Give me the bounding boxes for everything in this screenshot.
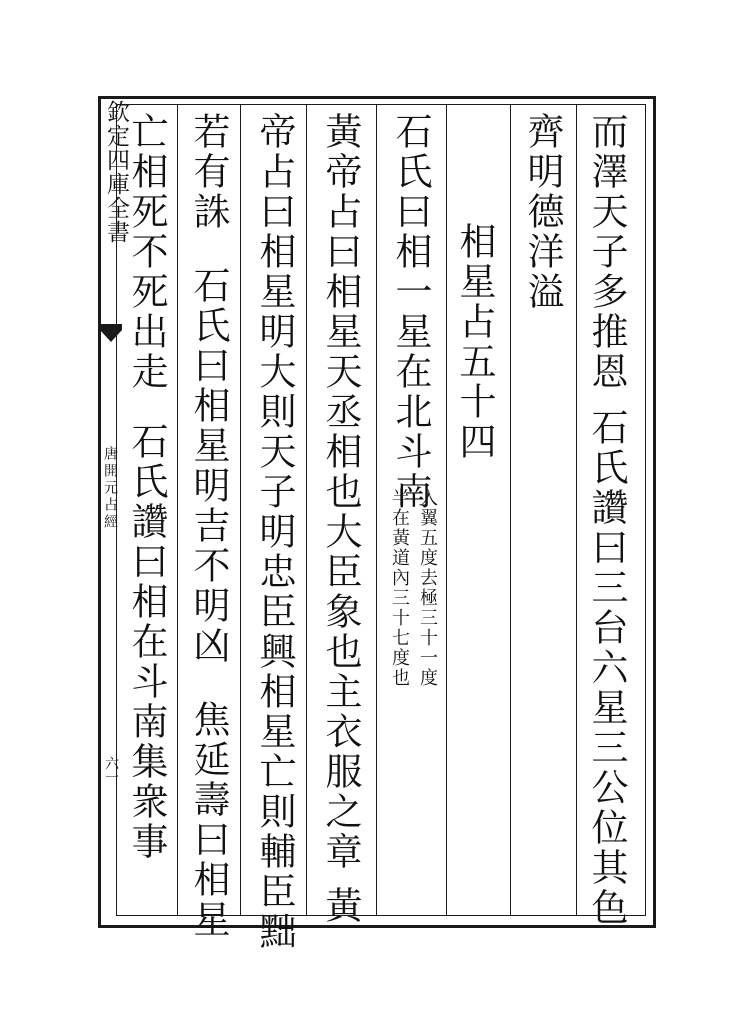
heading-text: 相星占五十四 xyxy=(453,222,496,462)
text-column-1 xyxy=(585,112,628,928)
fishtail-mark-icon xyxy=(98,322,124,346)
column-rule xyxy=(510,104,511,916)
column-text: 而澤天子多推恩 xyxy=(585,112,628,392)
column-rule xyxy=(240,104,241,916)
column-text-continued: 石氏讚曰相在斗南集衆事 xyxy=(125,422,168,862)
section-heading xyxy=(453,222,496,462)
column-rule xyxy=(576,104,577,916)
column-rule xyxy=(376,104,377,916)
column-text: 黃帝占曰相星天丞相也大臣象也主衣服之章 xyxy=(319,112,362,872)
page-number: 六一 xyxy=(103,756,119,784)
column-text-continued: 石氏讚曰三台六星三公位其色 xyxy=(585,408,628,928)
text-column-6 xyxy=(253,112,296,952)
text-column-2 xyxy=(521,112,564,312)
book-title: 唐開元占經 xyxy=(102,446,118,531)
text-column-5 xyxy=(319,112,362,926)
column-rule xyxy=(177,104,178,916)
annotation-text: 入翼五度去極三十一度 xyxy=(417,488,438,688)
annotation-right xyxy=(418,488,436,688)
column-text: 齊明德洋溢 xyxy=(521,112,564,312)
column-rule xyxy=(446,104,447,916)
column-text: 若有誅 xyxy=(187,112,230,232)
annotation-text: 半在黃道內三十七度也 xyxy=(389,488,410,688)
column-text: 石氏曰相一星在北斗南 xyxy=(389,112,432,512)
text-column-4 xyxy=(389,112,432,512)
column-text-continued: 石氏曰相星明吉不明凶 xyxy=(187,266,230,666)
column-text: 亡相死不死出走 xyxy=(125,112,168,392)
annotation-left xyxy=(390,488,408,688)
column-text-continued: 黃 xyxy=(319,886,362,926)
text-column-8 xyxy=(125,112,168,862)
text-column-7 xyxy=(187,112,230,940)
column-text-continued: 焦延壽曰相星 xyxy=(187,700,230,940)
collection-title: 欽定四庫全書 xyxy=(103,100,129,244)
column-text: 帝占曰相星明大則天子明忠臣興相星亡則輔臣黜 xyxy=(253,112,296,952)
column-rule xyxy=(306,104,307,916)
